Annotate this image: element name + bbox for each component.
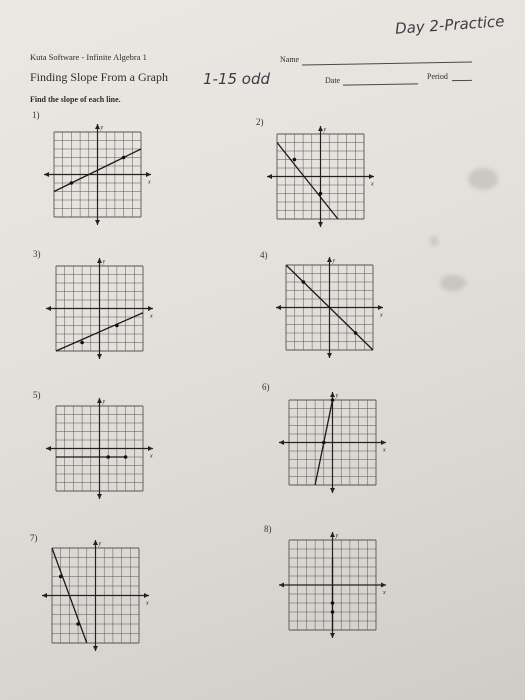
y-axis-arrow-icon [97, 354, 102, 359]
graphed-line [277, 143, 338, 220]
x-axis-label: x [380, 312, 383, 319]
y-axis-label: y [102, 259, 106, 265]
x-axis-arrow-icon [46, 446, 51, 451]
problem-graph [40, 122, 155, 227]
y-axis-label: y [332, 258, 336, 264]
ink-smudge [440, 275, 466, 291]
x-axis-arrow-icon [267, 174, 272, 179]
handwritten-assignment: 1-15 odd [203, 70, 271, 88]
y-axis-arrow-icon [327, 353, 332, 358]
problem-number: 2) [256, 117, 264, 127]
problem-graph [275, 390, 390, 495]
y-axis-arrow-icon [318, 126, 323, 131]
ink-smudge [430, 236, 438, 246]
problem-graph [42, 396, 157, 501]
x-axis-label: x [150, 313, 153, 320]
x-axis-label: x [148, 179, 151, 186]
line-point [59, 575, 63, 579]
date-underline [343, 83, 418, 85]
line-point [319, 192, 323, 196]
y-axis-arrow-icon [93, 646, 98, 651]
line-point [124, 455, 128, 459]
y-axis-arrow-icon [330, 633, 335, 638]
y-axis-arrow-icon [95, 220, 100, 225]
x-axis-label: x [383, 447, 386, 454]
y-axis-arrow-icon [330, 488, 335, 493]
line-point [331, 601, 335, 605]
line-point [122, 156, 126, 160]
line-point [76, 622, 80, 626]
instructions: Find the slope of each line. [30, 95, 121, 104]
problem-graph [42, 256, 157, 361]
y-axis-label: y [98, 541, 102, 547]
x-axis-arrow-icon [46, 306, 51, 311]
x-axis-arrow-icon [381, 583, 386, 588]
line-point [106, 455, 110, 459]
line-point [293, 158, 297, 162]
line-point [354, 331, 358, 335]
y-axis-arrow-icon [93, 540, 98, 545]
problem-graph [272, 255, 387, 360]
problem-number: 8) [264, 524, 272, 534]
x-axis-arrow-icon [369, 174, 374, 179]
line-point [70, 181, 74, 185]
y-axis-arrow-icon [327, 257, 332, 262]
x-axis-arrow-icon [144, 593, 149, 598]
y-axis-arrow-icon [97, 398, 102, 403]
ink-smudge [468, 168, 498, 190]
y-axis-arrow-icon [330, 532, 335, 537]
problem-graph [275, 530, 390, 640]
y-axis-label: y [335, 533, 339, 539]
publisher-label: Kuta Software - Infinite Algebra 1 [30, 52, 147, 62]
x-axis-label: x [371, 181, 374, 188]
x-axis-arrow-icon [276, 305, 281, 310]
handwritten-note: Day 2-Practice [394, 12, 506, 38]
problem-number: 1) [32, 110, 40, 120]
line-point [302, 280, 306, 284]
y-axis-arrow-icon [97, 494, 102, 499]
x-axis-arrow-icon [146, 172, 151, 177]
x-axis-label: x [150, 453, 153, 460]
x-axis-label: x [146, 600, 149, 607]
problem-graph [263, 124, 378, 229]
line-point [331, 398, 335, 402]
problem-number: 5) [33, 390, 41, 400]
name-underline [302, 62, 472, 66]
y-axis-label: y [100, 125, 104, 131]
y-axis-arrow-icon [318, 222, 323, 227]
y-axis-arrow-icon [97, 258, 102, 263]
x-axis-arrow-icon [381, 440, 386, 445]
problem-number: 6) [262, 382, 270, 392]
period-label: Period [427, 72, 448, 81]
x-axis-arrow-icon [42, 593, 47, 598]
problem-number: 4) [260, 250, 268, 260]
line-point [115, 324, 119, 328]
problem-graph [38, 538, 153, 653]
x-axis-arrow-icon [378, 305, 383, 310]
x-axis-arrow-icon [148, 446, 153, 451]
y-axis-arrow-icon [330, 392, 335, 397]
line-point [80, 341, 84, 345]
date-label: Date [325, 76, 341, 85]
x-axis-arrow-icon [279, 583, 284, 588]
name-label: Name [280, 55, 300, 64]
y-axis-label: y [323, 127, 327, 133]
line-point [322, 441, 326, 445]
problem-number: 7) [30, 533, 38, 543]
x-axis-arrow-icon [148, 306, 153, 311]
x-axis-arrow-icon [44, 172, 49, 177]
period-underline [452, 80, 472, 81]
x-axis-label: x [383, 590, 386, 596]
y-axis-label: y [102, 399, 106, 405]
x-axis-arrow-icon [279, 440, 284, 445]
y-axis-arrow-icon [95, 124, 100, 129]
line-point [331, 610, 335, 614]
y-axis-label: y [335, 393, 339, 399]
worksheet-title: Finding Slope From a Graph [30, 70, 168, 84]
problem-number: 3) [33, 249, 41, 259]
